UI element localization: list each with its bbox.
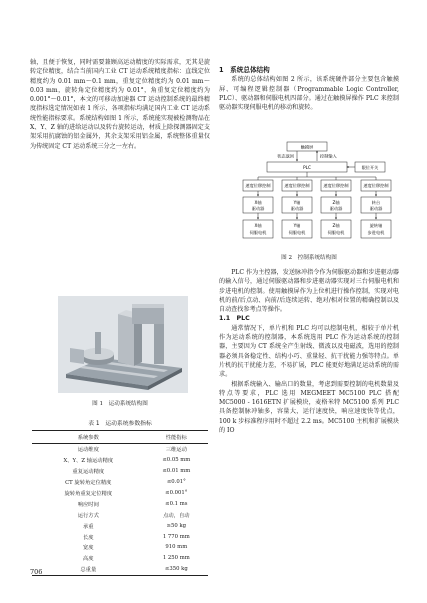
table-row: [32, 498, 208, 509]
motion-system-illustration: [58, 296, 188, 393]
figure-2-caption: 图 2 控制系统结构图: [281, 255, 337, 261]
table-row: [32, 531, 208, 542]
table-cell: 宽度: [83, 545, 94, 552]
table-cell: 旋转角重复定位精度: [64, 491, 113, 497]
body-paragraph: 通常情况下，单片机和 PLC 均可以控制电机，相较于单片机作为运动系统的控制器，本系统选用 PLC 作为运动系统的控制器，主要因为 CT 系统全产生射线、微波以及电磁波，选用的控制器必须具备稳定性、结构小巧、重量轻、抗干扰能力强等特点。单片机的抗干扰能力差，不易扩展，PLC 能更好地满足运动系统的需求。: [219, 324, 399, 379]
speed-control-label: 速度位移控制: [363, 183, 389, 188]
page-number: 706: [30, 568, 43, 576]
body-paragraph: PLC 作为主控器，发送脉冲指令作为伺服驱动器和步进驱动器的输入信号，通过伺服驱动器和步进驱动器实现对三台伺服电机和步进电机的控制。使用触摸屏作为上位机进行操作控制，实现对电机的前/后点动、向前/后连续运转、绝对/相对位置的精确控制以及自动查找参考点等操作。: [219, 269, 399, 314]
table-cell: 承重: [83, 523, 94, 530]
subsection-heading: 1.1 PLC: [219, 315, 250, 323]
table-cell: CT 旋转角定位精度: [65, 480, 112, 487]
speed-control-label: 速度位移控制: [245, 183, 271, 188]
body-paragraph: 轴，且便于恢复，同时需要兼顾高运动精度的实际需求，无其是旋转定位精度，结合当前国内工业 CT 运动系统精度指标：直线定位精度约为 0.01 mm～0.1 mm，重复定位精度约为 0.01 mm～0.03 mm，旋转角定位精度约为 0.01°，角重复定位精度约为 0.001°～0.01°，本文的可移动加速器 CT 运动控制系统的最终精度指标选定情况如表 1 所示，各项指标均满足国内工业 CT 运动系统性能指标要求。系统结构如图 1 所示，系统能实现被检测物品在 X、Y、Z 轴的进给运动以及转台旋转运动，材质上除探测器固定支架采用抗腐蚀的铝金属外，其余支架采用铝金属，系统整体重量仅为传统固定 CT 运动系统三分之一左右。: [30, 59, 210, 150]
motor-label: 伺服电机: [288, 230, 306, 235]
table-cell: 三维运动: [165, 447, 187, 454]
table-row: [32, 488, 208, 499]
body-paragraph: 系统的总体结构如图 2 所示，该系统硬件部分主要包含触摸屏、可编程逻辑控制器（Programmable Logic Controller, PLC）、驱动器和伺服电机四部分。通过在触摸屏操作 PLC 来控制驱动器实现伺服电机的移动和旋转。: [219, 76, 399, 112]
left-column: [30, 58, 210, 151]
status-return-label: 状态返回: [277, 153, 294, 159]
motion-system-figure: [58, 296, 188, 393]
driver-label: X轴: [254, 200, 262, 205]
table-cell: ≤0.05 mm: [162, 457, 191, 464]
figure-1-caption: 图 1 运动系统结构图: [92, 401, 148, 407]
table-cell: ≤0.01°: [166, 479, 186, 486]
driver-label: 驱动器: [290, 206, 304, 211]
table-cell: ≤0.1 ms: [165, 500, 188, 507]
table-cell: X、Y、Z 轴运动精度: [63, 458, 114, 465]
table-cell: 运行方式: [77, 512, 99, 519]
table-row: [32, 564, 208, 575]
table-cell: 1 250 mm: [162, 555, 190, 562]
table-cell: 运动维度: [77, 447, 99, 454]
table-row: [32, 477, 208, 488]
table-1-title: 表 1 运动系统参数指标: [88, 421, 152, 427]
table-cell: 1 770 mm: [162, 533, 190, 540]
table-header: 系统参数: [32, 431, 145, 444]
driver-label: 驱动器: [251, 206, 265, 211]
table-row: [32, 520, 208, 531]
motor-label: 伺服电机: [327, 230, 345, 235]
body-paragraph: 根据系统输入、输出口的数量，考虑到需要控制的电机数量及特点等要求，PLC 选用 MEGMEET MC5100 PLC 搭配 MC5000 - 1616ETN 扩展模块，麦格米特 MC5100 系列 PLC 具备控制脉冲轴多，容量大，运行速度快，响应速度快等优点，100 k 步标准程序用时不超过 2.2 ms。MC5100 主机和扩展模块的 IO: [219, 380, 399, 435]
right-column-bottom: [219, 268, 399, 435]
table-row: [32, 444, 208, 455]
table-header: 性能指标: [145, 431, 208, 444]
motor-label: 伺服电机: [249, 230, 267, 235]
speed-control-label: 速度位移控制: [284, 183, 310, 188]
table-cell: 910 mm: [165, 544, 188, 551]
motor-label: Y轴: [293, 223, 301, 228]
motor-label: 旋转轴: [369, 223, 383, 228]
motor-label: Z轴: [332, 223, 340, 228]
section-heading: 1 系统总体结构: [219, 66, 270, 74]
table-cell: ≤0.001°: [165, 490, 188, 496]
driver-label: 驱动器: [329, 206, 343, 211]
driver-label: 转台: [371, 200, 381, 205]
table-row: [32, 466, 208, 477]
speed-control-label: 速度位移控制: [323, 183, 349, 188]
table-cell: 重复运动精度: [72, 469, 105, 476]
driver-label: Z轴: [332, 200, 340, 205]
control-input-label: 控制输入: [320, 153, 337, 159]
table-cell: 长度: [83, 534, 94, 541]
limit-switch-label: 限位开关: [361, 164, 379, 170]
table-row: [32, 455, 208, 466]
control-system-diagram: [221, 140, 401, 248]
table-cell: 响应时间: [77, 501, 99, 508]
table-cell: 总重量: [32, 564, 145, 575]
table-cell: 点动，自动: [163, 512, 190, 519]
plc-label: PLC: [303, 164, 311, 170]
table-cell: ≥50 kg: [166, 522, 187, 529]
touchscreen-label: 触摸屏: [300, 144, 314, 150]
right-column-top: [219, 66, 399, 112]
table-cell: ≤350 kg: [145, 564, 208, 575]
table-cell: 高度: [83, 556, 94, 563]
table-row: [32, 553, 208, 564]
table-header-row: [32, 431, 208, 444]
driver-label: Y轴: [293, 200, 301, 205]
motor-label: X轴: [254, 223, 262, 228]
motor-label: 步进电机: [367, 230, 385, 235]
table-row: [32, 509, 208, 520]
table-cell: ≤0.01 mm: [162, 468, 191, 475]
table-row: [32, 542, 208, 553]
parameter-table: [32, 430, 208, 576]
driver-label: 驱动器: [369, 206, 383, 211]
